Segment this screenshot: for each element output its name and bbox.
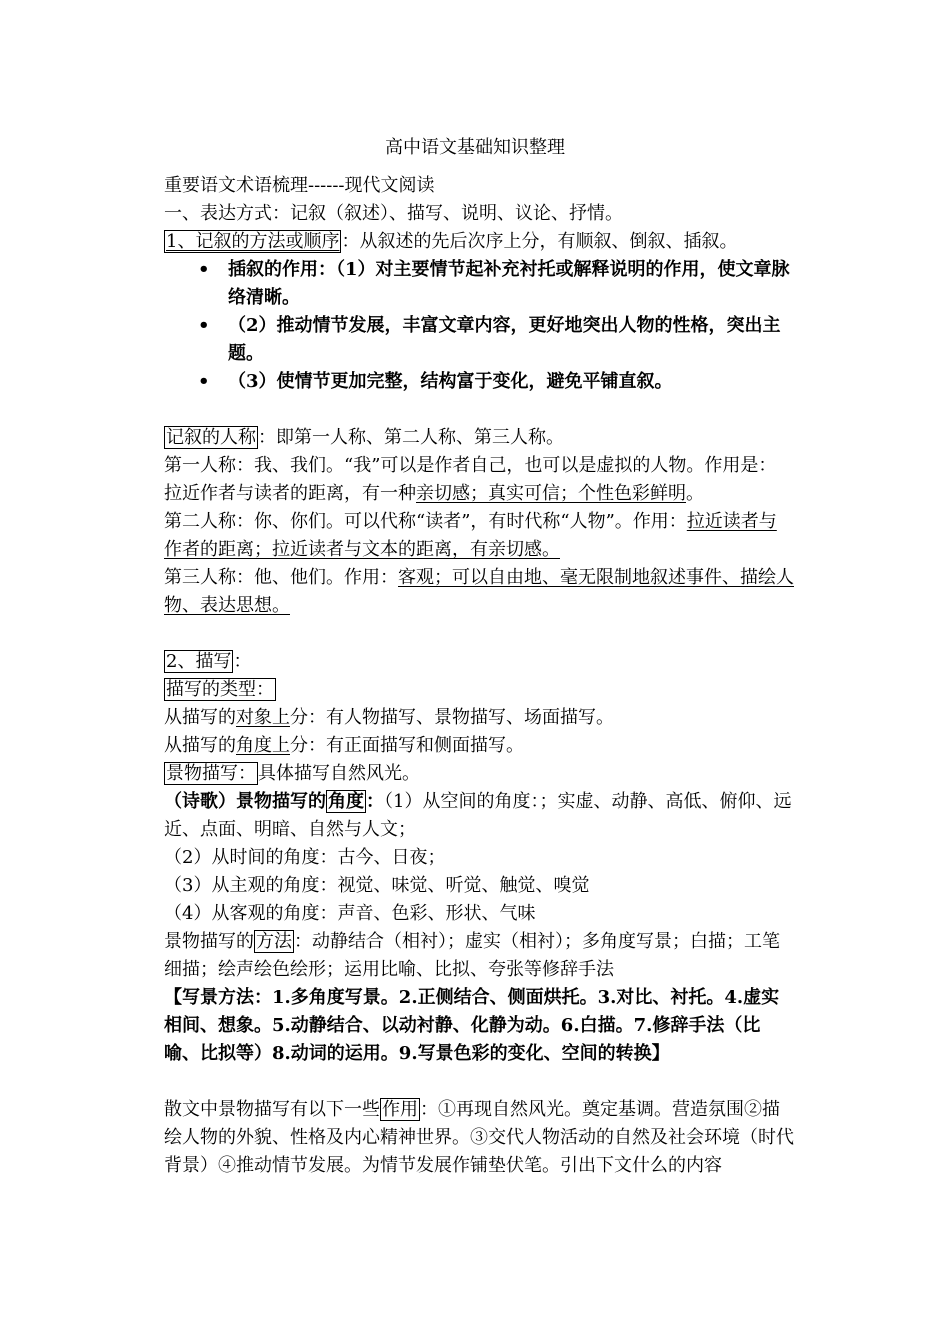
description-heading — [164, 648, 794, 676]
first-person-end: 。 — [686, 483, 704, 504]
by-angle — [164, 732, 794, 760]
third-person — [164, 564, 794, 620]
list-item — [164, 312, 794, 368]
description-label: 2、描写 — [166, 651, 232, 672]
description-types-label: 描写的类型： — [166, 679, 274, 700]
narration-order-label: 1、记叙的方法或顺序 — [166, 231, 340, 252]
by-object-b: 分：有人物描写、景物描写、场面描写。 — [290, 707, 614, 728]
scenery-label: 景物描写： — [166, 763, 256, 784]
expression-modes: 一、表达方式：记叙（叙述）、描写、说明、议论、抒情。 — [164, 203, 623, 224]
poem-bold: （诗歌）景物描写的 — [164, 791, 326, 812]
by-object-a: 从描写的 — [164, 707, 236, 728]
prose-b: ：①再现自然风光。奠定基调。营造氛围②描绘人物的外貌、性格及内心精神世界。③交代人物活动的自然及社会环境（时代背景）④推动情节发展。为情节发展作铺垫伏笔。引出下文什么的内容 — [164, 1099, 794, 1176]
bullet-icon: • — [198, 259, 210, 280]
narration-order — [164, 228, 794, 256]
bullet-icon: • — [198, 371, 210, 392]
scenery-methods — [164, 928, 794, 984]
angle-time: （2）从时间的角度：古今、日夜； — [164, 847, 446, 868]
list-item — [164, 368, 794, 396]
scenery-text: 具体描写自然风光。 — [258, 763, 420, 784]
list-item — [164, 256, 794, 312]
third-person-text: 第三人称：他、他们。作用： — [164, 567, 398, 588]
description-types — [164, 676, 794, 704]
poem-angles — [164, 788, 794, 844]
by-angle-b: 分：有正面描写和侧面描写。 — [290, 735, 524, 756]
poem-angle-box: 角度 — [328, 791, 364, 812]
method-box: 方法 — [256, 931, 292, 952]
list-item-text: （2）推动情节发展，丰富文章内容，更好地突出人物的性格，突出主题。 — [228, 315, 781, 364]
method-b: ：动静结合（相衬）；虚实（相衬）；多角度写景；白描；工笔细描；绘声绘色绘形；运用比喻、比拟、夸张等修辞手法 — [164, 931, 780, 980]
poem-colon: ： — [366, 791, 384, 812]
method-a: 景物描写的 — [164, 931, 254, 952]
narration-person-text: ：即第一人称、第二人称、第三人称。 — [258, 427, 564, 448]
description-colon: ： — [233, 651, 252, 672]
scenery-description — [164, 760, 794, 788]
first-person — [164, 452, 794, 508]
angle-subjective: （3）从主观的角度：视觉、味觉、听觉、触觉、嗅觉 — [164, 875, 590, 896]
by-object — [164, 704, 794, 732]
bullet-icon: • — [198, 315, 210, 336]
narration-order-text: ：从叙述的先后次序上分，有顺叙、倒叙、插叙。 — [341, 231, 738, 252]
prose-a: 散文中景物描写有以下一些 — [164, 1099, 380, 1120]
by-angle-a: 从描写的 — [164, 735, 236, 756]
page-title: 高中语文基础知识整理 — [385, 137, 565, 158]
document-body — [164, 172, 794, 1180]
list-item-text: 插叙的作用：（1）对主要情节起补充衬托或解释说明的作用，使文章脉络清晰。 — [228, 259, 790, 308]
first-person-underline: 亲切感；真实可信；个性色彩鲜明 — [416, 483, 686, 504]
list-item-text: （3）使情节更加完整，结构富于变化，避免平铺直叙。 — [228, 371, 673, 392]
second-person-underline: 拉近读者与作者的距离；拉近读者与文本的距离，有亲切感。 — [164, 511, 777, 560]
by-angle-underline: 角度上 — [236, 735, 290, 756]
poem-text: （1）从空间的角度：；实虚、动静、高低、俯仰、远近、点面、明暗、自然与人文； — [164, 791, 792, 840]
flashback-list — [164, 256, 794, 396]
prose-function — [164, 1096, 794, 1180]
subtitle: 重要语文术语梳理------现代文阅读 — [164, 175, 435, 196]
angle-objective: （4）从客观的角度：声音、色彩、形状、气味 — [164, 903, 536, 924]
narration-person-label: 记叙的人称 — [166, 427, 256, 448]
prose-box: 作用 — [382, 1099, 418, 1120]
second-person — [164, 508, 794, 564]
first-person-text: 第一人称：我、我们。“我”可以是作者自己，也可以是虚拟的人物。作用是：拉近作者与读者的距离，有一种 — [164, 455, 777, 504]
by-object-underline: 对象上 — [236, 707, 290, 728]
scene-writing-methods: 【写景方法：1.多角度写景。2.正侧结合、侧面烘托。3.对比、衬托。4.虚实相间、想象。5.动静结合、以动衬静、化静为动。6.白描。7.修辞手法（比喻、比拟等）8.动词的运用。9.写景色彩的变化、空间的转换】 — [164, 987, 780, 1064]
second-person-text: 第二人称：你、你们。可以代称“读者”，有时代称“人物”。作用： — [164, 511, 687, 532]
third-person-underline: 客观；可以自由地、毫无限制地叙述事件、描绘人物、表达思想。 — [164, 567, 794, 616]
narration-person — [164, 424, 794, 452]
